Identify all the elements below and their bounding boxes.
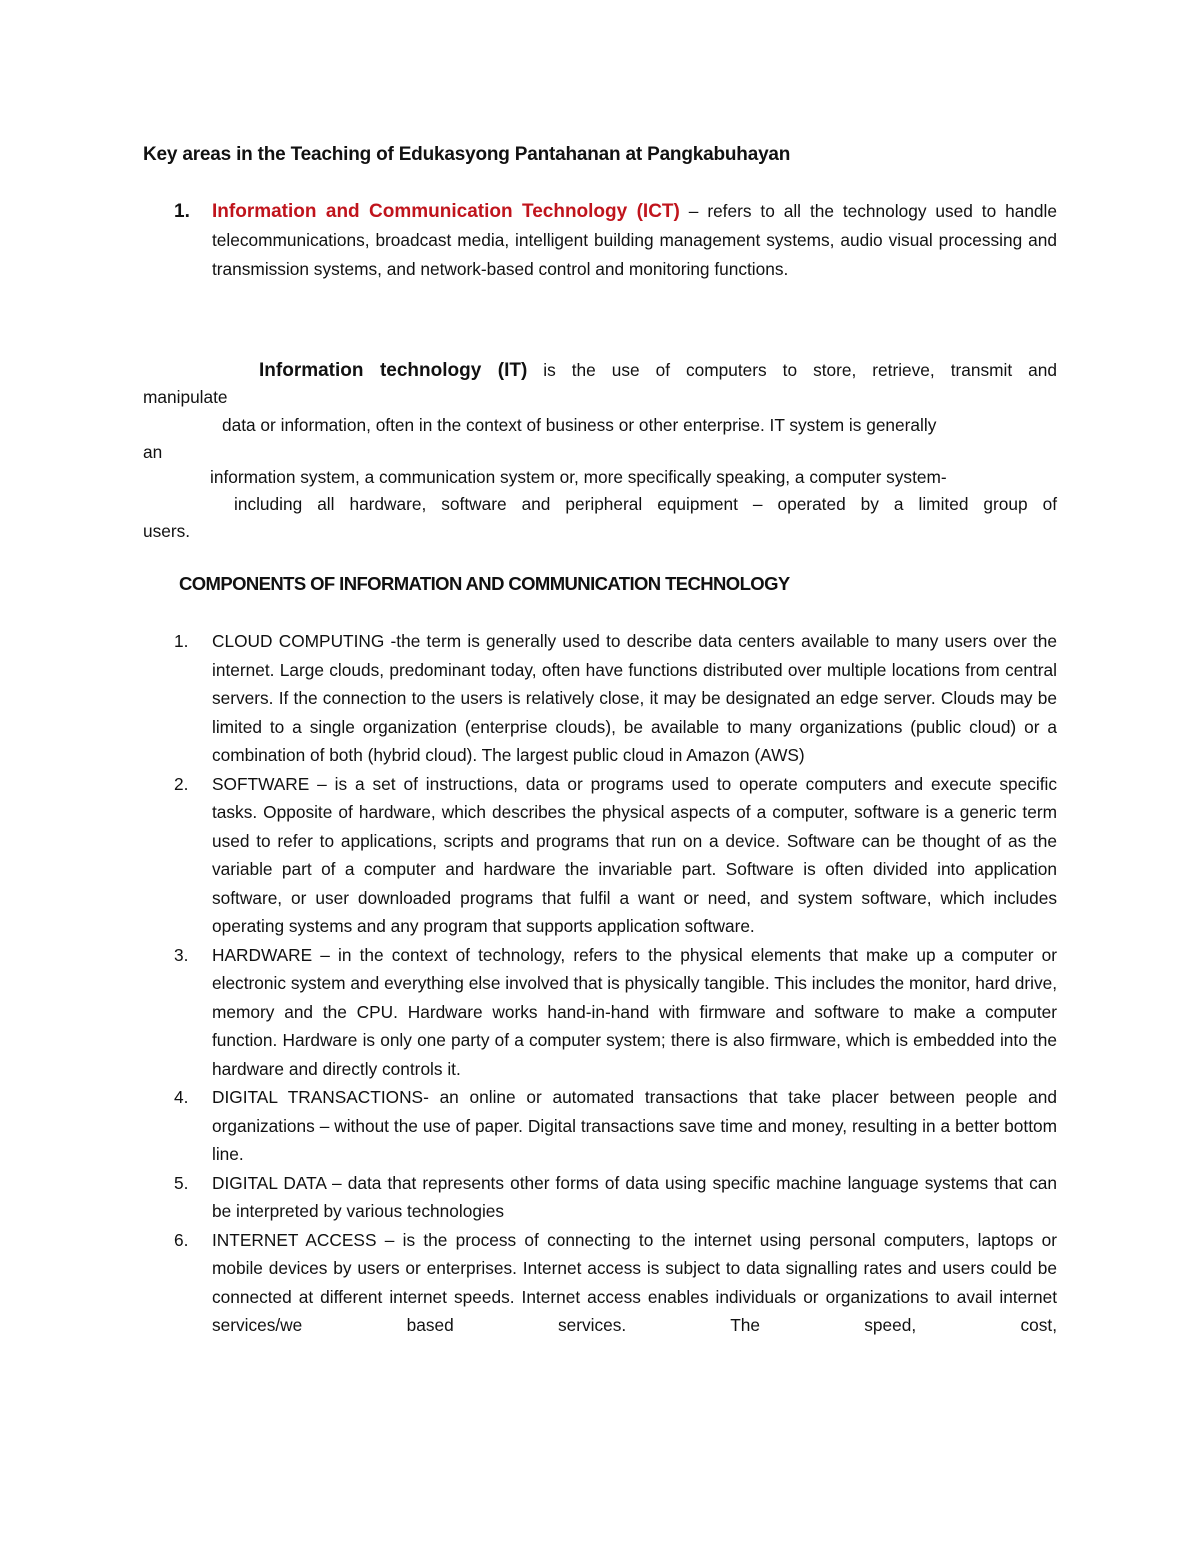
ict-definition-text: – refers to all the technology used to handle telecommunications, broadcast media, intelligent building management systems, audio visual processing and transmission systems, and network-based control and monitoring functions. (212, 201, 1057, 279)
list-item-software (174, 770, 1057, 941)
it-paragraph-line-4: an (143, 442, 163, 462)
list-item-text: CLOUD COMPUTING -the term is generally used to describe data centers available to many users over the internet. Large clouds, predominant today, often have functions distributed over multiple locations from central servers. If the connection to the users is relatively close, it may be designated an edge server. Clouds may be limited to a single organization (enterprise clouds), be available to many organizations (public cloud) or a combination of both (hybrid cloud). The largest public cloud in Amazon (AWS) (212, 631, 1057, 765)
it-paragraph-line-2: manipulate (143, 387, 228, 407)
list-item-number: 2. (174, 773, 189, 794)
document-title: Key areas in the Teaching of Edukasyong Pantahanan at Pangkabuhayan (143, 144, 791, 165)
components-list (174, 627, 1057, 1340)
ict-definition-paragraph (212, 197, 1057, 284)
list-item-text: DIGITAL DATA – data that represents other forms of data using specific machine language systems that can be interpreted by various technologies (212, 1172, 1057, 1221)
list-item-number: 5. (174, 1172, 189, 1193)
ict-item-number: 1. (174, 201, 190, 222)
ict-term: Information and Communication Technology (ICT) (212, 201, 680, 222)
list-item-hardware (174, 941, 1057, 1084)
list-item-text: HARDWARE – in the context of technology, refers to the physical elements that make up a computer or electronic system and everything else involved that is physically tangible. This includes the monitor, hard drive, memory and the CPU. Hardware works hand-in-hand with firmware and software to make a computer function. Hardware is only one party of a computer system; there is also firmware, which is embedded into the hardware and directly controls it. (212, 944, 1057, 1079)
list-item-text: INTERNET ACCESS – is the process of connecting to the internet using personal computers, laptops or mobile devices by users or enterprises. Internet access is subject to data signalling rates and users could be connected at different internet speeds. Internet access enables individuals or organizations to avail internet services/we based services. The speed, cost, (212, 1229, 1057, 1335)
list-item-text: DIGITAL TRANSACTIONS- an online or automated transactions that take placer between people and organizations – without the use of paper. Digital transactions save time and money, resulting in a better bottom line. (212, 1087, 1057, 1164)
it-line-1-text: is the use of computers to store, retrieve, transmit and (527, 360, 1057, 380)
list-item-number: 1. (174, 631, 189, 651)
list-item-digital-data (174, 1169, 1057, 1226)
list-item-number: 4. (174, 1087, 189, 1107)
it-paragraph-line-1 (259, 357, 1057, 384)
list-item-internet-access (174, 1226, 1057, 1340)
it-paragraph-line-7: users. (143, 521, 191, 541)
components-heading: COMPONENTS OF INFORMATION AND COMMUNICATION TECHNOLOGY (179, 573, 790, 594)
it-paragraph-line-6: including all hardware, software and peripheral equipment – operated by a limited group of (234, 494, 1057, 514)
list-item-cloud-computing (174, 627, 1057, 770)
list-item-text: SOFTWARE – is a set of instructions, data or programs used to operate computers and execute specific tasks. Opposite of hardware, which describes the physical aspects of a computer, software is a generic term used to refer to applications, scripts and programs that run on a device. Software can be thought of as the variable part of a computer and hardware the invariable part. Software is often divided into application software, or user downloaded programs that fulfil a want or need, and system software, which includes operating systems and any program that supports application software. (212, 773, 1057, 936)
list-item-digital-transactions (174, 1083, 1057, 1169)
it-paragraph-line-5: information system, a communication system or, more specifically speaking, a computer system- (210, 467, 947, 487)
it-paragraph-line-3: data or information, often in the context of business or other enterprise. IT system is generally (222, 415, 937, 435)
it-term: Information technology (IT) (259, 360, 528, 381)
list-item-number: 6. (174, 1229, 189, 1250)
list-item-number: 3. (174, 944, 189, 965)
